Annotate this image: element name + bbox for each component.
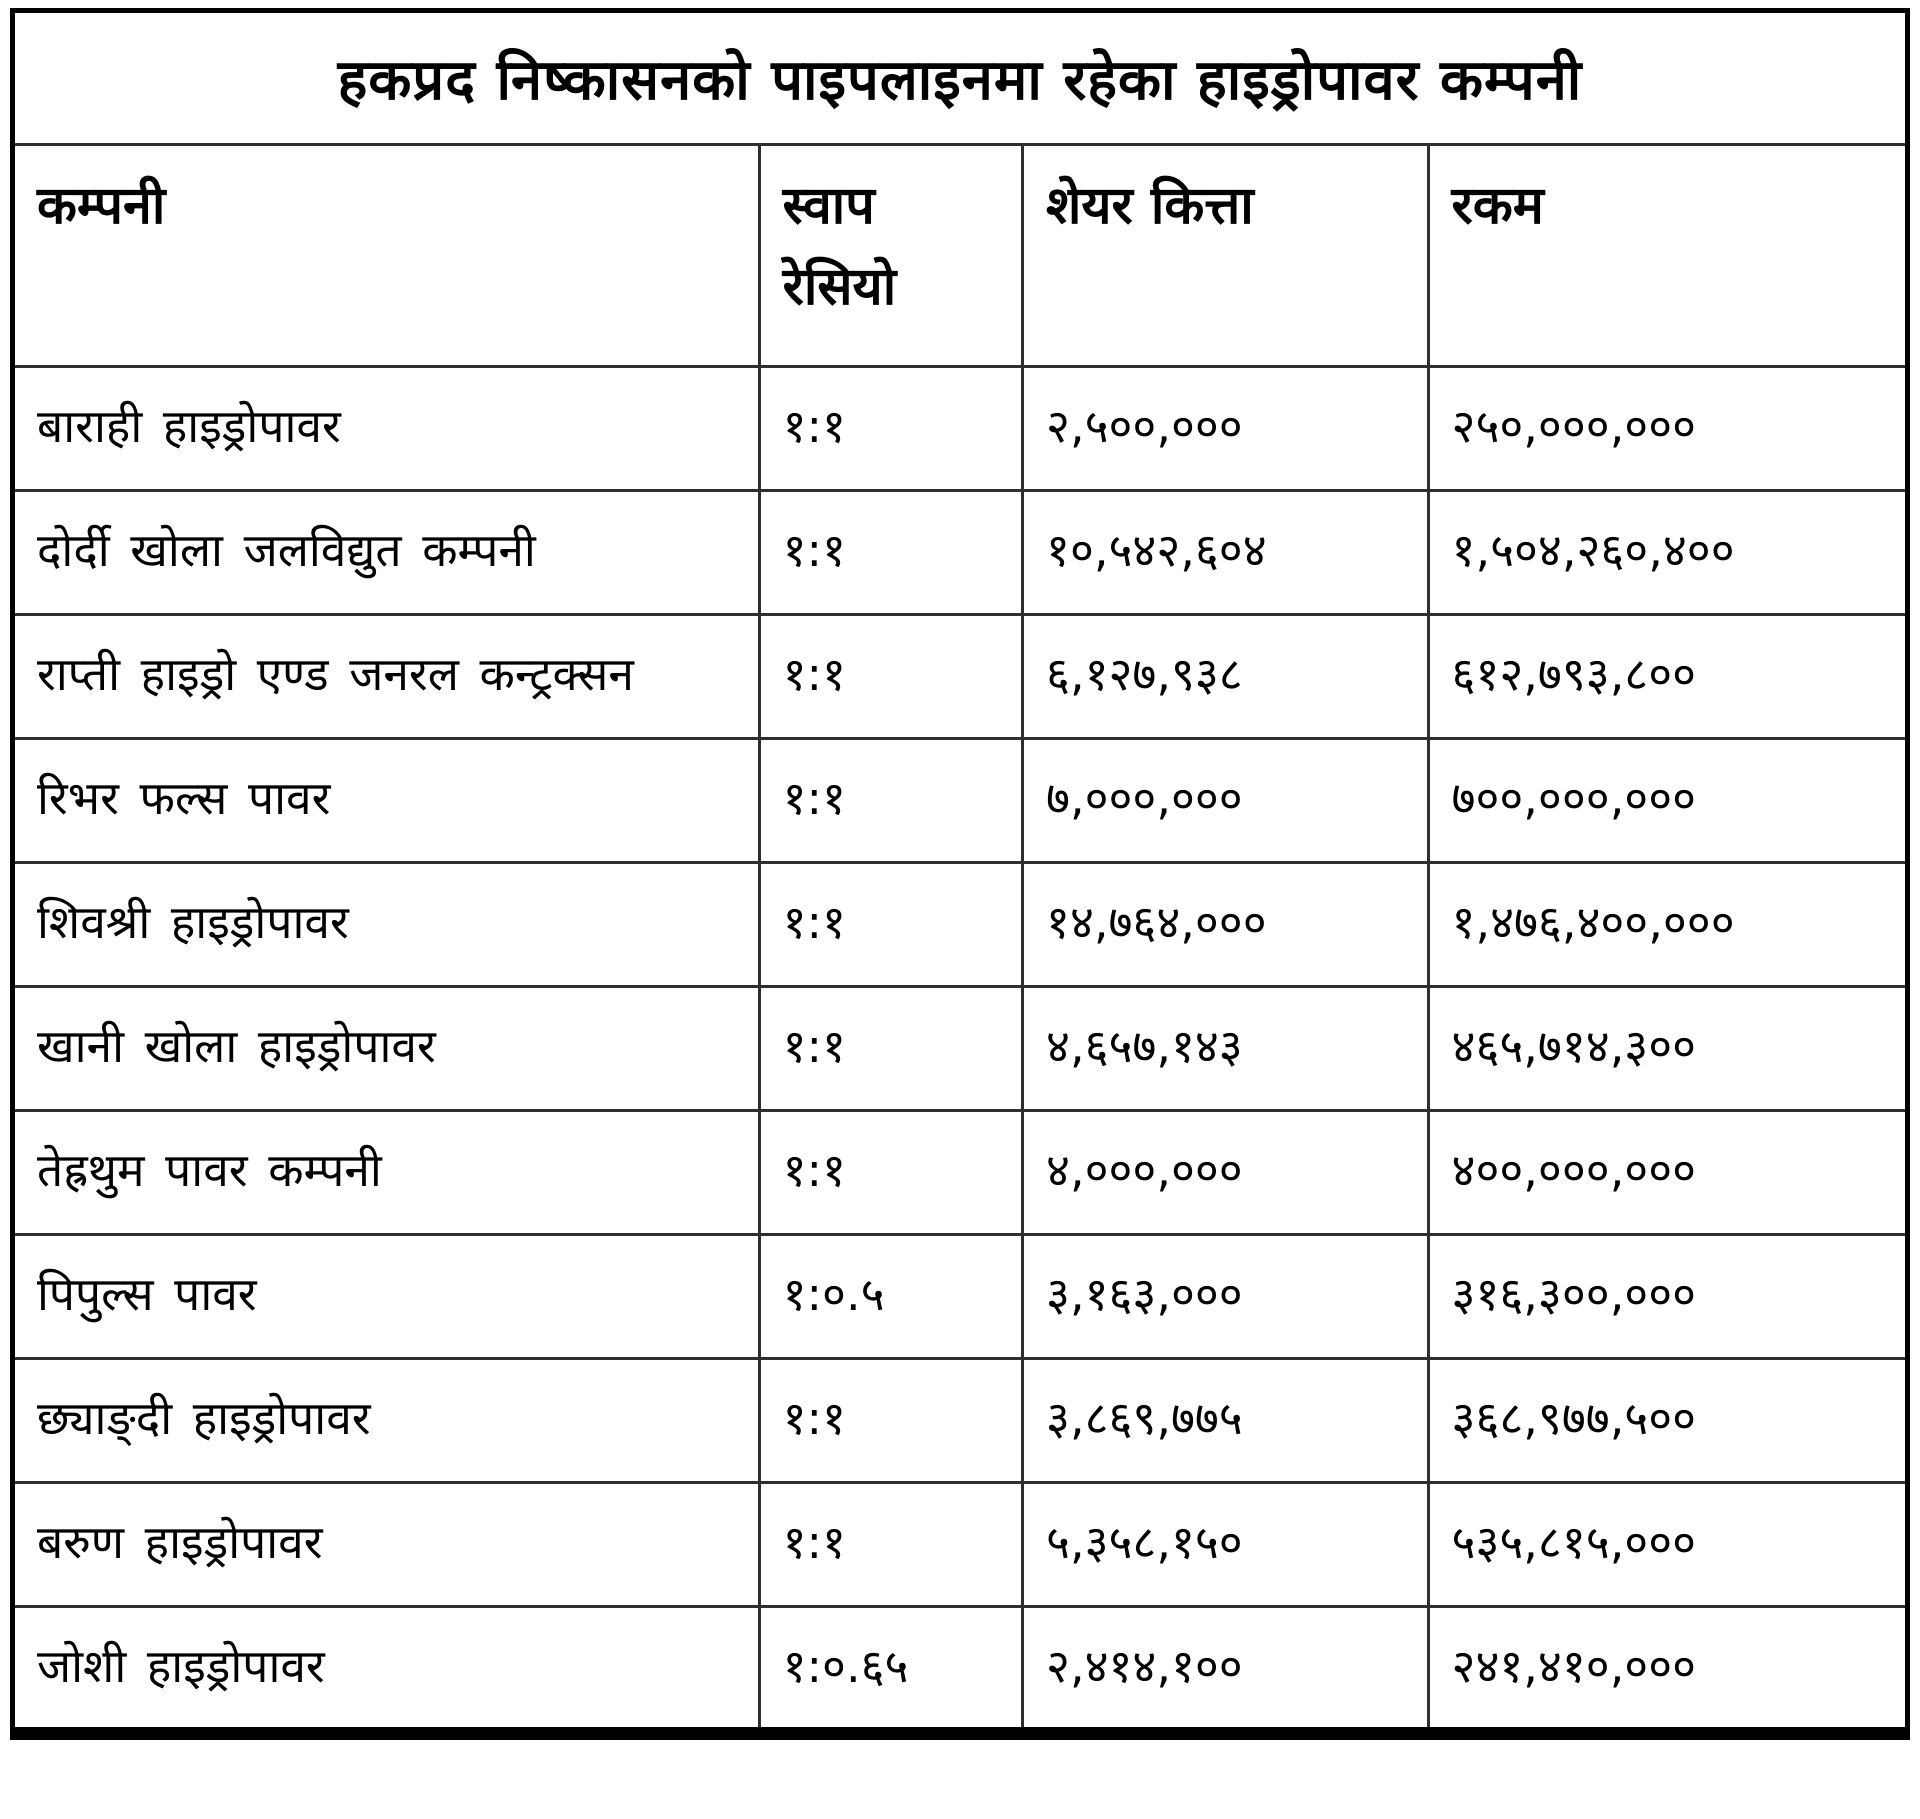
amount-cell: ४६५,७१४,३०० [1428, 987, 1907, 1111]
company-cell: छ्याङ्दी हाइड्रोपावर [13, 1359, 760, 1483]
amount-cell: ७००,०००,००० [1428, 739, 1907, 863]
amount-cell: ३६८,९७७,५०० [1428, 1359, 1907, 1483]
column-header-amount: रकम [1428, 145, 1907, 367]
share-units-cell: १०,५४२,६०४ [1023, 491, 1429, 615]
company-cell: शिवश्री हाइड्रोपावर [13, 863, 760, 987]
table-body [13, 367, 1908, 1734]
title-row [13, 11, 1908, 145]
share-units-cell: २,५००,००० [1023, 367, 1429, 491]
table-row [13, 987, 1908, 1111]
table-title: हकप्रद निष्कासनको पाइपलाइनमा रहेका हाइड्रोपावर कम्पनी [13, 11, 1908, 145]
company-cell: राप्ती हाइड्रो एण्ड जनरल कन्ट्रक्सन [13, 615, 760, 739]
amount-cell: ६१२,७९३,८०० [1428, 615, 1907, 739]
header-row [13, 145, 1908, 367]
share-units-cell: ३,८६९,७७५ [1023, 1359, 1429, 1483]
share-units-cell: ४,०००,००० [1023, 1111, 1429, 1235]
swap-ratio-cell: १:१ [759, 615, 1022, 739]
amount-cell: ५३५,८१५,००० [1428, 1483, 1907, 1607]
company-cell: जोशी हाइड्रोपावर [13, 1607, 760, 1734]
rights-issue-pipeline-table [10, 8, 1910, 1740]
table-row [13, 1483, 1908, 1607]
amount-cell: १,४७६,४००,००० [1428, 863, 1907, 987]
table-row [13, 491, 1908, 615]
share-units-cell: ४,६५७,१४३ [1023, 987, 1429, 1111]
table-row [13, 1111, 1908, 1235]
swap-ratio-cell: १:०.५ [759, 1235, 1022, 1359]
amount-cell: ४००,०००,००० [1428, 1111, 1907, 1235]
share-units-cell: १४,७६४,००० [1023, 863, 1429, 987]
company-cell: तेह्रथुम पावर कम्पनी [13, 1111, 760, 1235]
table-row [13, 1359, 1908, 1483]
share-units-cell: ३,१६३,००० [1023, 1235, 1429, 1359]
share-units-cell: ६,१२७,९३८ [1023, 615, 1429, 739]
company-cell: दोर्दी खोला जलविद्युत कम्पनी [13, 491, 760, 615]
swap-ratio-cell: १:१ [759, 987, 1022, 1111]
table-row [13, 863, 1908, 987]
column-header-share-units: शेयर कित्ता [1023, 145, 1429, 367]
swap-ratio-cell: १:१ [759, 491, 1022, 615]
column-header-swap-ratio: स्वाप रेसियो [759, 145, 1022, 367]
amount-cell: १,५०४,२६०,४०० [1428, 491, 1907, 615]
swap-ratio-cell: १:०.६५ [759, 1607, 1022, 1734]
share-units-cell: ७,०००,००० [1023, 739, 1429, 863]
company-cell: रिभर फल्स पावर [13, 739, 760, 863]
table-row [13, 1607, 1908, 1734]
amount-cell: २४१,४१०,००० [1428, 1607, 1907, 1734]
share-units-cell: २,४१४,१०० [1023, 1607, 1429, 1734]
swap-ratio-cell: १:१ [759, 739, 1022, 863]
table-row [13, 1235, 1908, 1359]
table-row [13, 615, 1908, 739]
swap-ratio-cell: १:१ [759, 863, 1022, 987]
swap-ratio-cell: १:१ [759, 1111, 1022, 1235]
company-cell: बाराही हाइड्रोपावर [13, 367, 760, 491]
company-cell: खानी खोला हाइड्रोपावर [13, 987, 760, 1111]
table-row [13, 739, 1908, 863]
swap-ratio-cell: १:१ [759, 1483, 1022, 1607]
amount-cell: ३१६,३००,००० [1428, 1235, 1907, 1359]
company-cell: पिपुल्स पावर [13, 1235, 760, 1359]
column-header-company: कम्पनी [13, 145, 760, 367]
swap-ratio-cell: १:१ [759, 1359, 1022, 1483]
amount-cell: २५०,०००,००० [1428, 367, 1907, 491]
swap-ratio-cell: १:१ [759, 367, 1022, 491]
company-cell: बरुण हाइड्रोपावर [13, 1483, 760, 1607]
share-units-cell: ५,३५८,१५० [1023, 1483, 1429, 1607]
table-row [13, 367, 1908, 491]
